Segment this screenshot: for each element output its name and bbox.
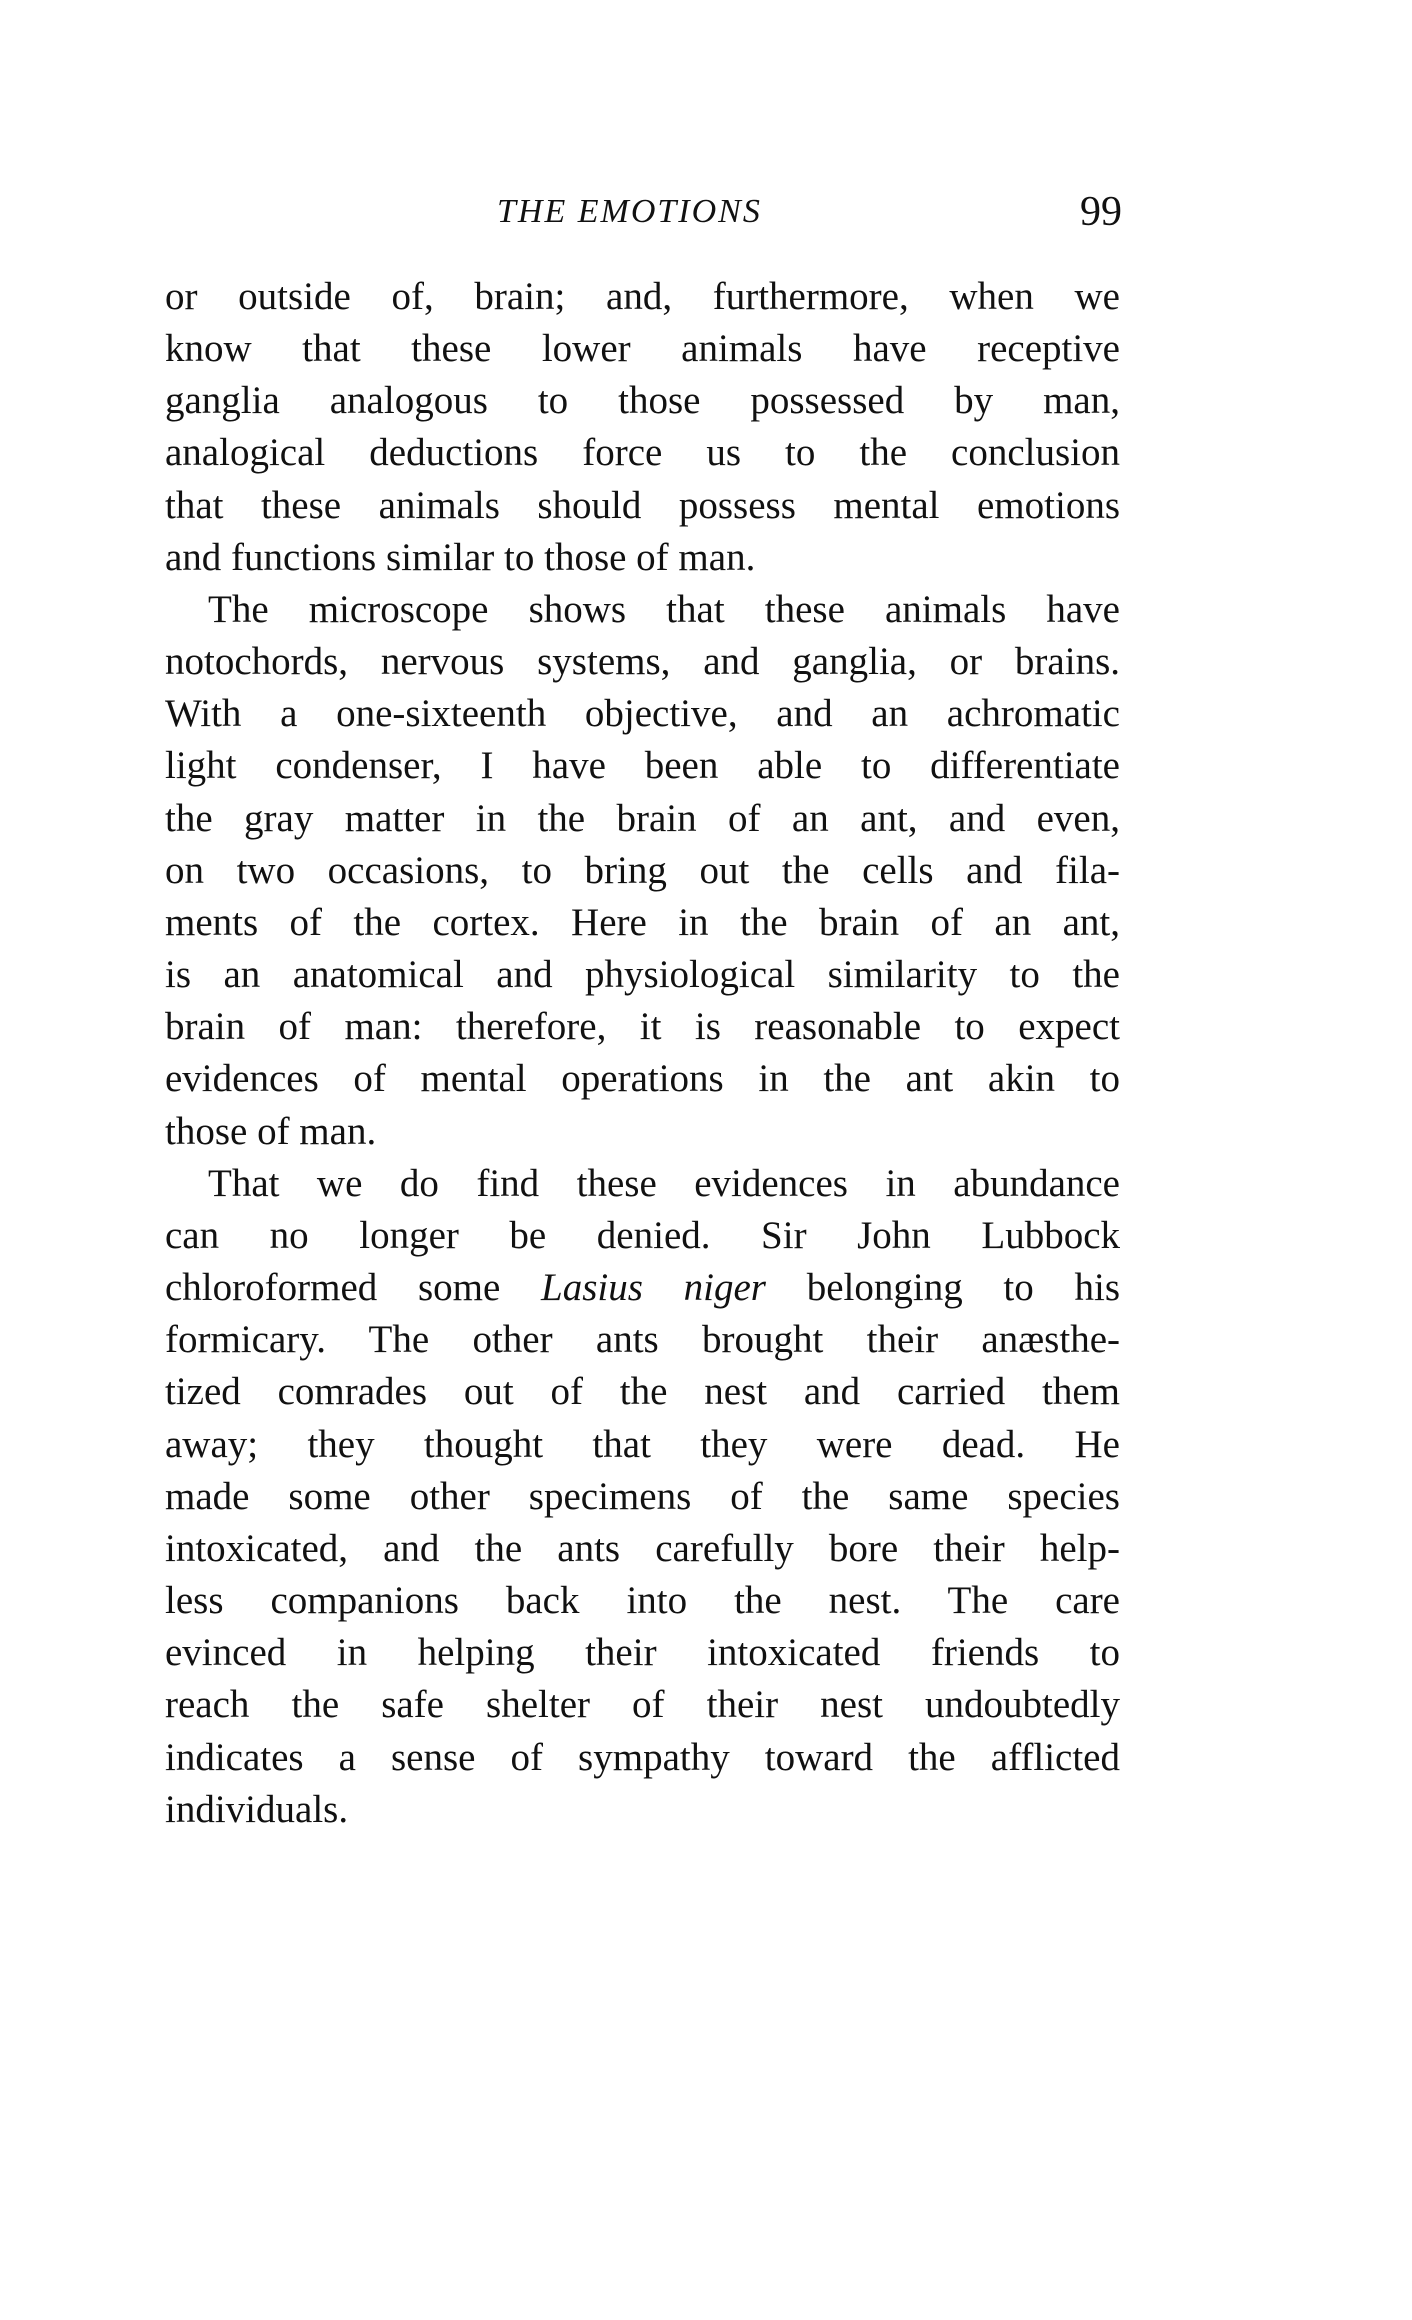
text-line: those of man. bbox=[165, 1110, 377, 1153]
text-line: With a one-sixteenth objective, and an achromatic bbox=[165, 692, 1120, 735]
text-line: The microscope shows that these animals have bbox=[208, 588, 1120, 631]
text-line: or outside of, brain; and, furthermore, when we bbox=[165, 275, 1120, 318]
running-head-title: THE EMOTIONS bbox=[497, 193, 762, 230]
text-line: away; they thought that they were dead. He bbox=[165, 1423, 1120, 1466]
text-line: individuals. bbox=[165, 1788, 349, 1831]
text-line: the gray matter in the brain of an ant, and even, bbox=[165, 797, 1120, 840]
text-line: is an anatomical and physiological similarity to the bbox=[165, 953, 1120, 996]
text-line: evinced in helping their intoxicated friends to bbox=[165, 1631, 1120, 1674]
text-line-with-italic bbox=[165, 1262, 1120, 1314]
text-run: belonging to his bbox=[765, 1266, 1121, 1309]
text-line: can no longer be denied. Sir John Lubbock bbox=[165, 1214, 1120, 1257]
text-line: ments of the cortex. Here in the brain of an ant, bbox=[165, 901, 1120, 944]
text-line: less companions back into the nest. The care bbox=[165, 1579, 1120, 1622]
text-line: That we do find these evidences in abundance bbox=[208, 1162, 1120, 1205]
text-run: chloroformed some bbox=[165, 1266, 542, 1309]
text-line: formicary. The other ants brought their anæsthe- bbox=[165, 1318, 1120, 1361]
text-line: evidences of mental operations in the ant akin to bbox=[165, 1057, 1120, 1100]
text-line: ganglia analogous to those possessed by man, bbox=[165, 379, 1120, 422]
text-line: know that these lower animals have receptive bbox=[165, 327, 1120, 370]
text-line: indicates a sense of sympathy toward the afflicted bbox=[165, 1736, 1120, 1779]
species-name-italic: Lasius niger bbox=[541, 1266, 766, 1309]
text-line: analogical deductions force us to the conclusion bbox=[165, 431, 1120, 474]
text-line: that these animals should possess mental emotions bbox=[165, 484, 1120, 527]
text-line: and functions similar to those of man. bbox=[165, 536, 756, 579]
text-line: reach the safe shelter of their nest undoubtedly bbox=[165, 1683, 1120, 1726]
text-line: made some other specimens of the same species bbox=[165, 1475, 1120, 1518]
text-line: tized comrades out of the nest and carried them bbox=[165, 1370, 1120, 1413]
text-line: light condenser, I have been able to differentiate bbox=[165, 744, 1120, 787]
text-line: on two occasions, to bring out the cells and fila- bbox=[165, 849, 1120, 892]
text-line: brain of man: therefore, it is reasonable to expect bbox=[165, 1005, 1120, 1048]
text-line: notochords, nervous systems, and ganglia, or brains. bbox=[165, 640, 1120, 683]
text-line: intoxicated, and the ants carefully bore their help- bbox=[165, 1527, 1120, 1570]
page-number: 99 bbox=[1080, 189, 1122, 235]
